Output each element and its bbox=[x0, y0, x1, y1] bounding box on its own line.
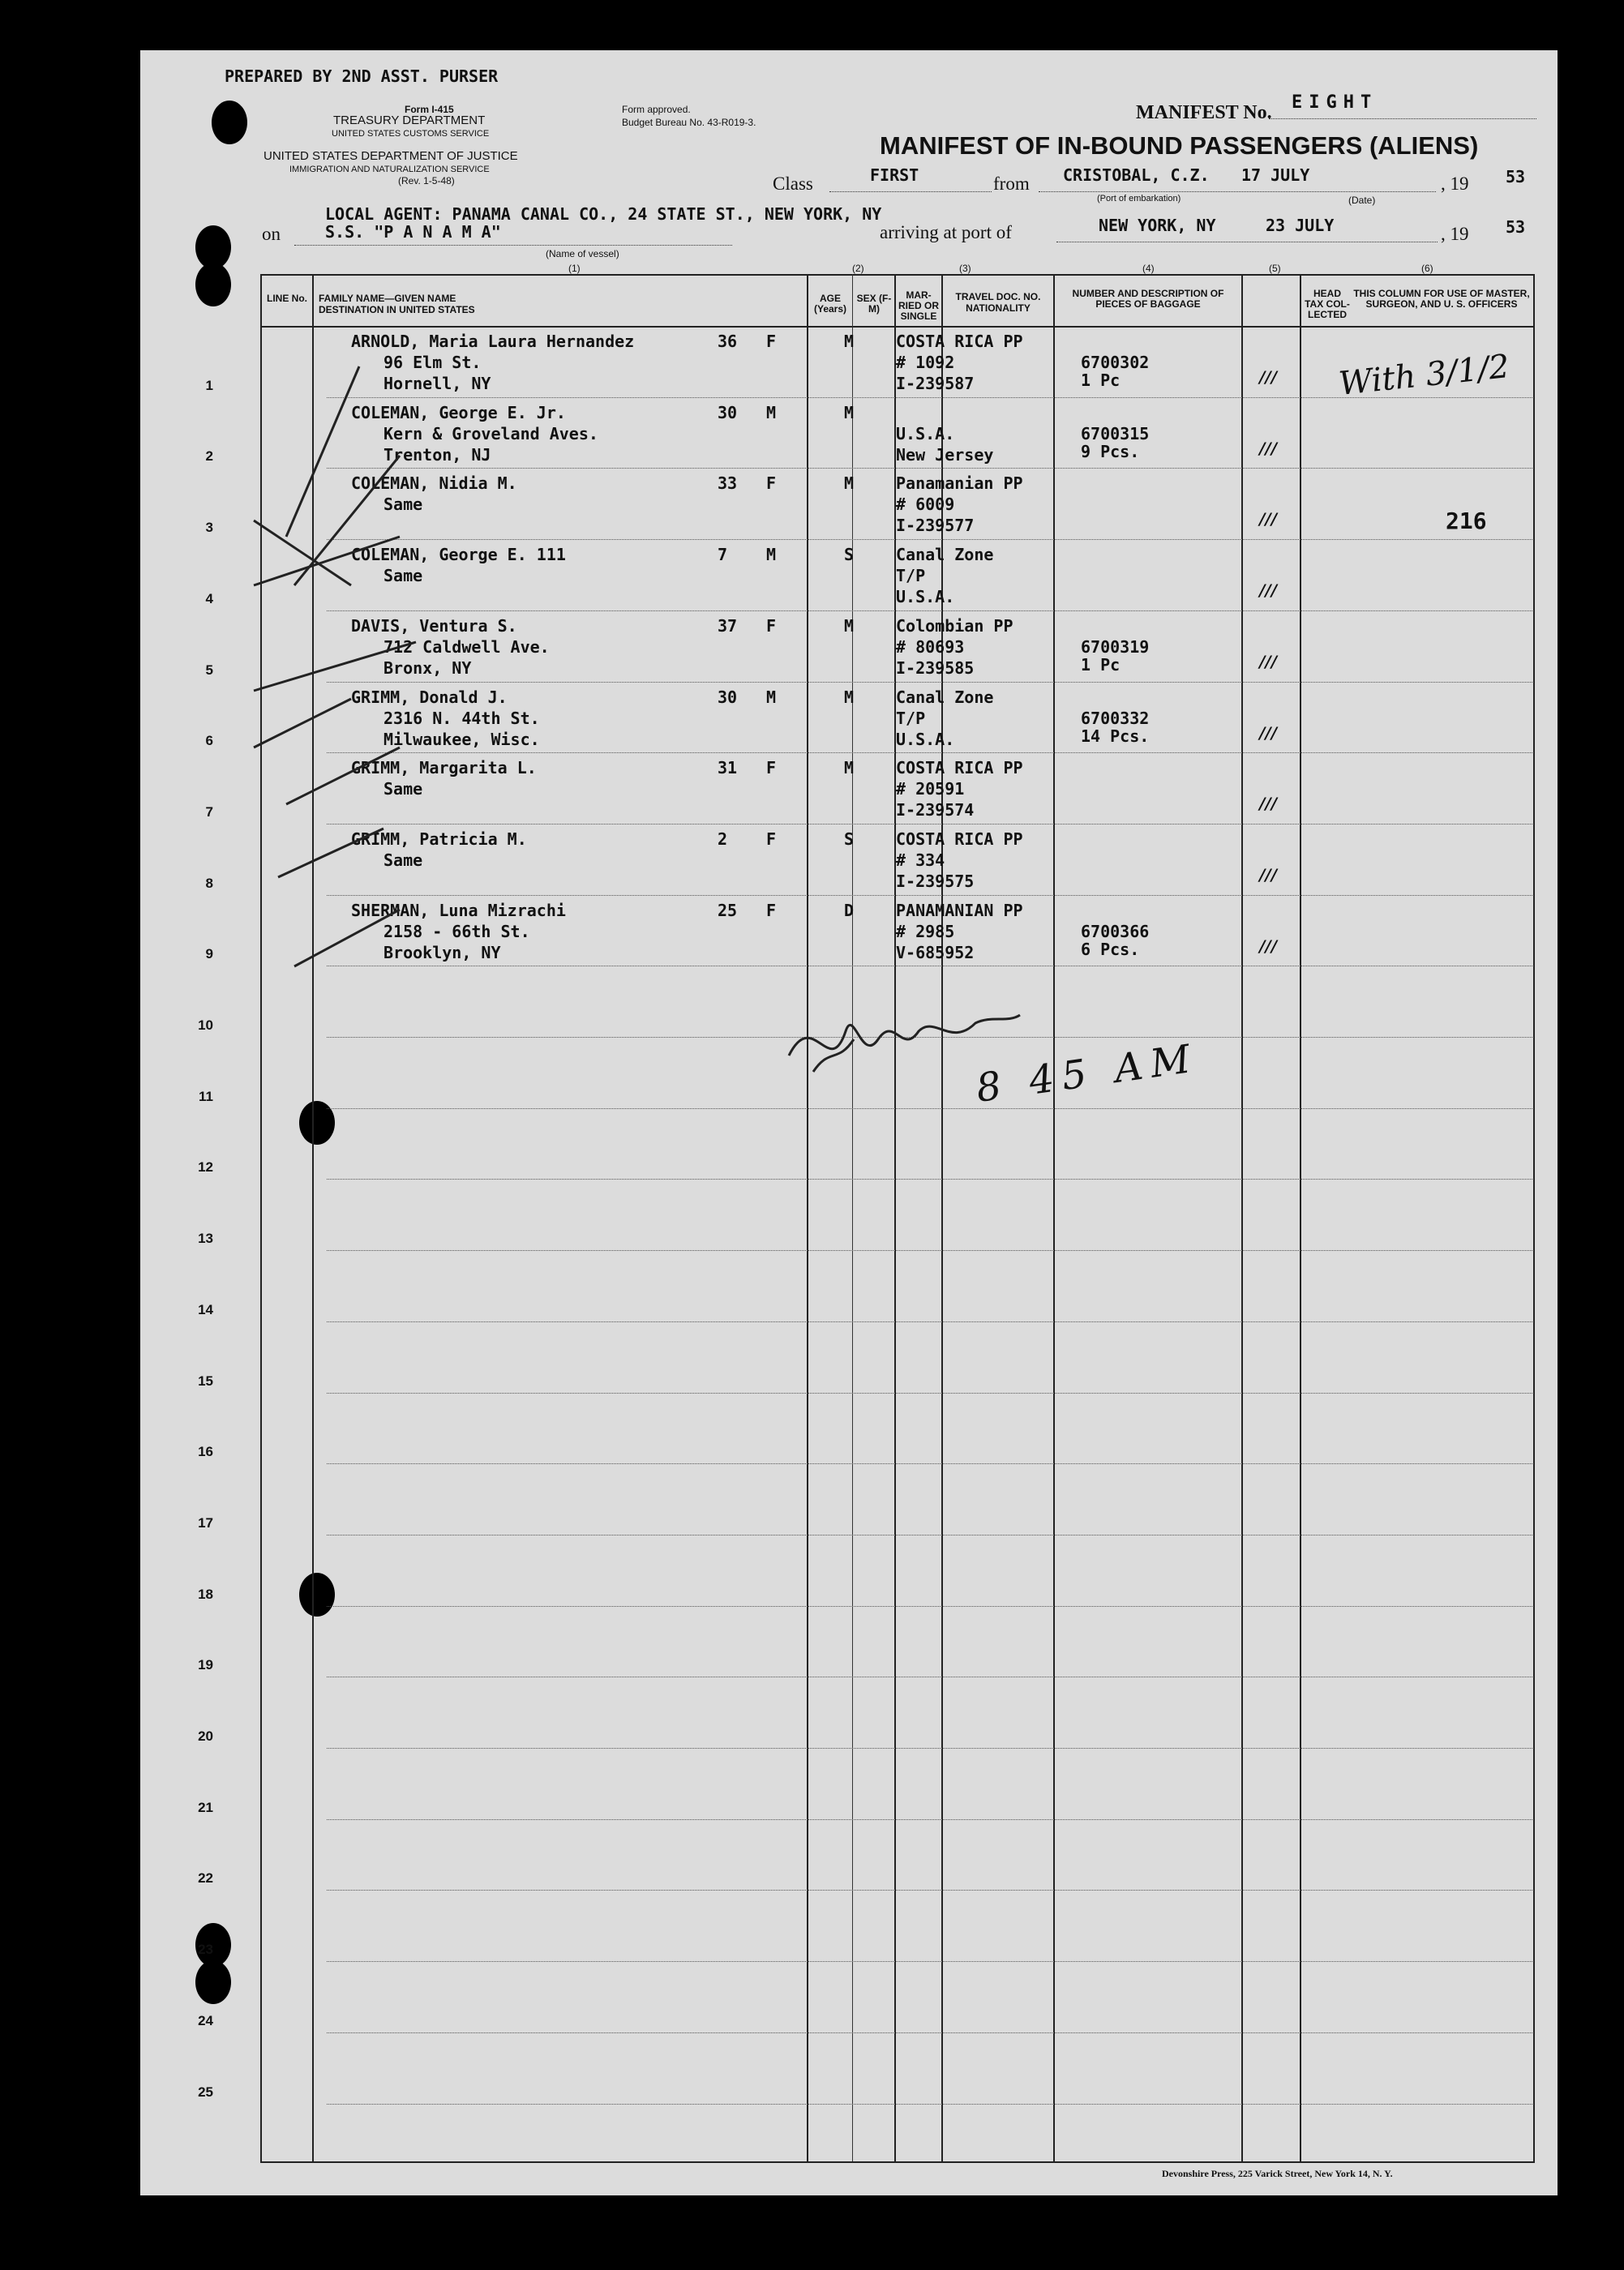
page-title: MANIFEST OF IN-BOUND PASSENGERS (ALIENS) bbox=[880, 131, 1479, 160]
header-destination: DESTINATION IN UNITED STATES bbox=[319, 304, 475, 315]
manifest-sheet bbox=[140, 50, 1558, 2195]
destination-line-2: Trenton, NJ bbox=[384, 444, 491, 465]
marital-status: M bbox=[844, 758, 855, 778]
passenger-age: 37 bbox=[718, 615, 738, 636]
line-number: 15 bbox=[198, 1373, 213, 1389]
head-tax-mark: /// bbox=[1259, 651, 1277, 671]
embarkation-year: 53 bbox=[1506, 167, 1526, 186]
line-number: 3 bbox=[205, 520, 213, 536]
line-number: 2 bbox=[205, 448, 213, 465]
destination-line-1: Same bbox=[384, 566, 423, 586]
passenger-name: SHERMAN, Luna Mizrachi bbox=[351, 900, 566, 920]
passenger-name: GRIMM, Patricia M. bbox=[351, 829, 527, 849]
destination-line-2: Milwaukee, Wisc. bbox=[384, 729, 540, 749]
on-label: on bbox=[262, 224, 281, 244]
passenger-age: 36 bbox=[718, 332, 738, 351]
arrival-year-prefix: , 19 bbox=[1441, 224, 1469, 244]
header-nationality: NATIONALITY bbox=[966, 302, 1031, 314]
header-sex: SEX (F-M) bbox=[856, 293, 892, 315]
arrival-port: NEW YORK, NY bbox=[1099, 216, 1216, 235]
line-number: 12 bbox=[198, 1159, 213, 1176]
col-num-6: (6) bbox=[1421, 263, 1433, 274]
passenger-name: COLEMAN, Nidia M. bbox=[351, 473, 517, 494]
travel-doc-line-3: New Jersey bbox=[896, 444, 994, 465]
baggage-pieces: 6 Pcs. bbox=[1081, 939, 1140, 959]
destination-line-1: 96 Elm St. bbox=[384, 353, 482, 372]
col-num-1: (1) bbox=[568, 263, 581, 274]
header-age: AGE (Years) bbox=[813, 293, 847, 315]
travel-doc-line-2: T/P bbox=[896, 708, 926, 728]
baggage-tag-number: 6700319 bbox=[1081, 636, 1150, 657]
from-label: from bbox=[993, 173, 1030, 194]
line-number: 24 bbox=[198, 2012, 213, 2028]
line-number: 19 bbox=[198, 1657, 213, 1673]
travel-doc-line-3: U.S.A. bbox=[896, 729, 955, 749]
row-divider bbox=[327, 1890, 1532, 1891]
row-divider bbox=[327, 1606, 1532, 1607]
table-top-border bbox=[260, 274, 1535, 276]
marital-status: D bbox=[844, 900, 855, 920]
passenger-name: GRIMM, Donald J. bbox=[351, 687, 508, 707]
col-num-5: (5) bbox=[1269, 263, 1281, 274]
baggage-pieces: 9 Pcs. bbox=[1081, 441, 1140, 461]
signature-scribble bbox=[781, 991, 1024, 1088]
year-prefix: , 19 bbox=[1441, 173, 1469, 194]
officer-note: With 3/1/2 bbox=[1337, 348, 1511, 403]
line-number: 20 bbox=[198, 1728, 213, 1744]
destination-line-1: 712 Caldwell Ave. bbox=[384, 636, 550, 657]
travel-doc-line-2: # 1092 bbox=[896, 353, 955, 372]
travel-doc-line-3: I-239587 bbox=[896, 374, 975, 393]
row-divider bbox=[327, 895, 1532, 896]
punch-hole bbox=[212, 101, 247, 144]
marital-status: M bbox=[844, 615, 855, 636]
row-divider bbox=[327, 752, 1532, 753]
baggage-tag-number: 6700302 bbox=[1081, 353, 1150, 372]
baggage-pieces: 14 Pcs. bbox=[1081, 726, 1150, 746]
destination-line-2: Bronx, NY bbox=[384, 657, 472, 678]
header-travel-doc: TRAVEL DOC. NO. bbox=[955, 291, 1041, 302]
destination-line-2: Hornell, NY bbox=[384, 374, 491, 393]
passenger-name: COLEMAN, George E. Jr. bbox=[351, 402, 566, 422]
check-marks bbox=[189, 342, 448, 1072]
marital-status: M bbox=[844, 332, 855, 351]
class-label: Class bbox=[773, 173, 813, 194]
passenger-sex: F bbox=[766, 900, 777, 920]
row-divider bbox=[327, 1321, 1532, 1322]
travel-doc-line-1: COSTA RICA PP bbox=[896, 758, 1023, 778]
passenger-sex: M bbox=[766, 545, 777, 565]
row-divider bbox=[327, 1819, 1532, 1820]
header-head-tax: HEAD TAX COL-LECTED bbox=[1305, 288, 1350, 320]
travel-doc-line-2: # 334 bbox=[896, 850, 945, 870]
marital-status: M bbox=[844, 402, 855, 422]
baggage-tag-number: 6700366 bbox=[1081, 921, 1150, 941]
travel-doc-line-1: PANAMANIAN PP bbox=[896, 900, 1023, 920]
line-number: 13 bbox=[198, 1231, 213, 1247]
baggage-tag-number: 6700332 bbox=[1081, 708, 1150, 728]
col-num-3: (3) bbox=[959, 263, 971, 274]
head-tax-mark: /// bbox=[1259, 438, 1277, 458]
col-num-4: (4) bbox=[1142, 263, 1155, 274]
passenger-age: 33 bbox=[718, 473, 738, 494]
head-tax-mark: /// bbox=[1259, 864, 1277, 884]
row-divider bbox=[327, 610, 1532, 611]
destination-line-1: Same bbox=[384, 850, 423, 870]
row3-number: 216 bbox=[1446, 508, 1487, 534]
head-tax-mark: /// bbox=[1259, 936, 1277, 956]
passenger-sex: M bbox=[766, 402, 777, 422]
arrival-year: 53 bbox=[1506, 217, 1526, 237]
customs-service: UNITED STATES CUSTOMS SERVICE bbox=[332, 129, 490, 139]
travel-doc-line-1: Canal Zone bbox=[896, 687, 994, 707]
row-divider bbox=[327, 2032, 1532, 2033]
line-number: 11 bbox=[199, 1088, 213, 1104]
head-tax-mark: /// bbox=[1259, 794, 1277, 814]
header-bottom-border bbox=[260, 326, 1535, 328]
row-divider bbox=[327, 468, 1532, 469]
vessel-name: S.S. "P A N A M A" bbox=[325, 222, 501, 242]
row-divider bbox=[327, 1748, 1532, 1749]
row-divider bbox=[327, 1961, 1532, 1962]
passenger-age: 31 bbox=[718, 758, 738, 778]
punch-hole bbox=[299, 1573, 335, 1617]
passenger-age: 30 bbox=[718, 687, 738, 707]
destination-line-1: Same bbox=[384, 779, 423, 799]
line-number: 18 bbox=[198, 1586, 213, 1602]
marital-status: M bbox=[844, 473, 855, 494]
travel-doc-line-1: Colombian PP bbox=[896, 615, 1013, 636]
header-married: MAR-RIED OR SINGLE bbox=[898, 289, 939, 322]
travel-doc-line-1: Panamanian PP bbox=[896, 473, 1023, 494]
line-number: 4 bbox=[205, 590, 213, 606]
header-line-no: LINE No. bbox=[267, 293, 307, 304]
line-number: 17 bbox=[198, 1514, 213, 1531]
row-divider bbox=[327, 1250, 1532, 1251]
passenger-sex: F bbox=[766, 829, 777, 849]
date-caption: (Date) bbox=[1348, 195, 1376, 206]
head-tax-mark: /// bbox=[1259, 367, 1277, 387]
punch-hole bbox=[195, 1960, 231, 2004]
destination-line-1: Kern & Groveland Aves. bbox=[384, 423, 598, 443]
printer-credit: Devonshire Press, 225 Varick Street, New York 14, N. Y. bbox=[1162, 2168, 1393, 2179]
manifest-no-value: EIGHT bbox=[1292, 92, 1378, 113]
passenger-name: GRIMM, Margarita L. bbox=[351, 758, 537, 778]
passenger-name: COLEMAN, George E. 111 bbox=[351, 545, 566, 565]
travel-doc-line-2: T/P bbox=[896, 566, 926, 586]
time-note: 8 45 AM bbox=[973, 1035, 1202, 1111]
travel-doc-line-2: # 80693 bbox=[896, 636, 965, 657]
row-divider bbox=[327, 1463, 1532, 1464]
travel-doc-line-2: U.S.A. bbox=[896, 423, 955, 443]
travel-doc-line-3: I-239577 bbox=[896, 516, 975, 536]
line-number: 5 bbox=[205, 662, 213, 678]
travel-doc-line-3: U.S.A. bbox=[896, 587, 955, 607]
row-divider bbox=[327, 2104, 1532, 2105]
line-number: 1 bbox=[205, 377, 213, 393]
line-number: 16 bbox=[198, 1444, 213, 1460]
line-number: 14 bbox=[198, 1301, 213, 1317]
line-number: 25 bbox=[198, 2084, 213, 2100]
header-officers: THIS COLUMN FOR USE OF MASTER, SURGEON, AND U. S. OFFICERS bbox=[1353, 288, 1530, 310]
destination-line-1: 2316 N. 44th St. bbox=[384, 708, 540, 728]
line-number: 21 bbox=[198, 1799, 213, 1815]
passenger-sex: M bbox=[766, 687, 777, 707]
passenger-sex: F bbox=[766, 473, 777, 494]
travel-doc-line-3: I-239585 bbox=[896, 657, 975, 678]
travel-doc-line-2: # 2985 bbox=[896, 921, 955, 941]
line-number: 22 bbox=[198, 1870, 213, 1887]
destination-line-2: Brooklyn, NY bbox=[384, 942, 501, 962]
revision: (Rev. 1-5-48) bbox=[398, 175, 455, 186]
marital-status: S bbox=[844, 829, 855, 849]
ins-service: IMMIGRATION AND NATURALIZATION SERVICE bbox=[289, 165, 490, 174]
arriving-label: arriving at port of bbox=[880, 222, 1012, 242]
line-number: 23 bbox=[198, 1942, 213, 1958]
travel-doc-line-3: V-685952 bbox=[896, 942, 975, 962]
header-baggage: NUMBER AND DESCRIPTION OF PIECES OF BAGGAGE bbox=[1072, 288, 1224, 310]
marital-status: M bbox=[844, 687, 855, 707]
passenger-name: ARNOLD, Maria Laura Hernandez bbox=[351, 332, 635, 351]
passenger-age: 7 bbox=[718, 545, 728, 565]
manifest-no-label: MANIFEST No. bbox=[1136, 102, 1272, 123]
port-of-embarkation: CRISTOBAL, C.Z. bbox=[1063, 165, 1210, 185]
head-tax-mark: /// bbox=[1259, 509, 1277, 529]
row-divider bbox=[327, 1108, 1532, 1109]
passenger-sex: F bbox=[766, 758, 777, 778]
line-number: 6 bbox=[205, 733, 213, 749]
head-tax-mark: /// bbox=[1259, 580, 1277, 601]
travel-doc-line-1: Canal Zone bbox=[896, 545, 994, 565]
budget-bureau: Budget Bureau No. 43-R019-3. bbox=[622, 117, 756, 128]
class-value: FIRST bbox=[870, 165, 919, 185]
baggage-pieces: 1 Pc bbox=[1081, 370, 1121, 390]
prepared-by: PREPARED BY 2ND ASST. PURSER bbox=[225, 66, 499, 86]
destination-line-1: 2158 - 66th St. bbox=[384, 921, 530, 941]
row-divider bbox=[327, 1393, 1532, 1394]
passenger-age: 25 bbox=[718, 900, 738, 920]
arrival-date: 23 JULY bbox=[1266, 216, 1335, 235]
passenger-age: 30 bbox=[718, 402, 738, 422]
line-number: 7 bbox=[205, 803, 213, 820]
form-number: Form I-415 bbox=[405, 104, 454, 115]
table-bottom-border bbox=[260, 2161, 1535, 2163]
destination-line-1: Same bbox=[384, 495, 423, 515]
row-divider bbox=[327, 1179, 1532, 1180]
baggage-tag-number: 6700315 bbox=[1081, 423, 1150, 443]
line-number: 9 bbox=[205, 946, 213, 962]
travel-doc-line-2: # 6009 bbox=[896, 495, 955, 515]
line-number: 10 bbox=[198, 1017, 213, 1033]
header-name: FAMILY NAME—GIVEN NAME bbox=[319, 293, 456, 304]
justice-dept: UNITED STATES DEPARTMENT OF JUSTICE bbox=[264, 149, 518, 163]
head-tax-mark: /// bbox=[1259, 722, 1277, 743]
treasury-dept: TREASURY DEPARTMENT bbox=[333, 114, 486, 127]
passenger-sex: F bbox=[766, 615, 777, 636]
travel-doc-line-1: COSTA RICA PP bbox=[896, 829, 1023, 849]
punch-hole bbox=[195, 263, 231, 306]
line-number: 8 bbox=[205, 875, 213, 891]
passenger-age: 2 bbox=[718, 829, 728, 849]
travel-doc-line-1: COSTA RICA PP bbox=[896, 332, 1023, 351]
local-agent: LOCAL AGENT: PANAMA CANAL CO., 24 STATE ST., NEW YORK, NY bbox=[325, 204, 882, 224]
travel-doc-line-3: I-239574 bbox=[896, 800, 975, 820]
marital-status: S bbox=[844, 545, 855, 565]
col-num-2: (2) bbox=[852, 263, 864, 274]
row-divider bbox=[327, 539, 1532, 540]
form-approved: Form approved. bbox=[622, 104, 691, 115]
embarkation-date: 17 JULY bbox=[1241, 165, 1310, 185]
passenger-sex: F bbox=[766, 332, 777, 351]
row-divider bbox=[327, 682, 1532, 683]
vessel-caption: (Name of vessel) bbox=[546, 248, 619, 259]
port-embark-caption: (Port of embarkation) bbox=[1097, 194, 1181, 203]
passenger-name: DAVIS, Ventura S. bbox=[351, 615, 517, 636]
travel-doc-line-3: I-239575 bbox=[896, 871, 975, 891]
baggage-pieces: 1 Pc bbox=[1081, 654, 1121, 675]
travel-doc-line-2: # 20591 bbox=[896, 779, 965, 799]
